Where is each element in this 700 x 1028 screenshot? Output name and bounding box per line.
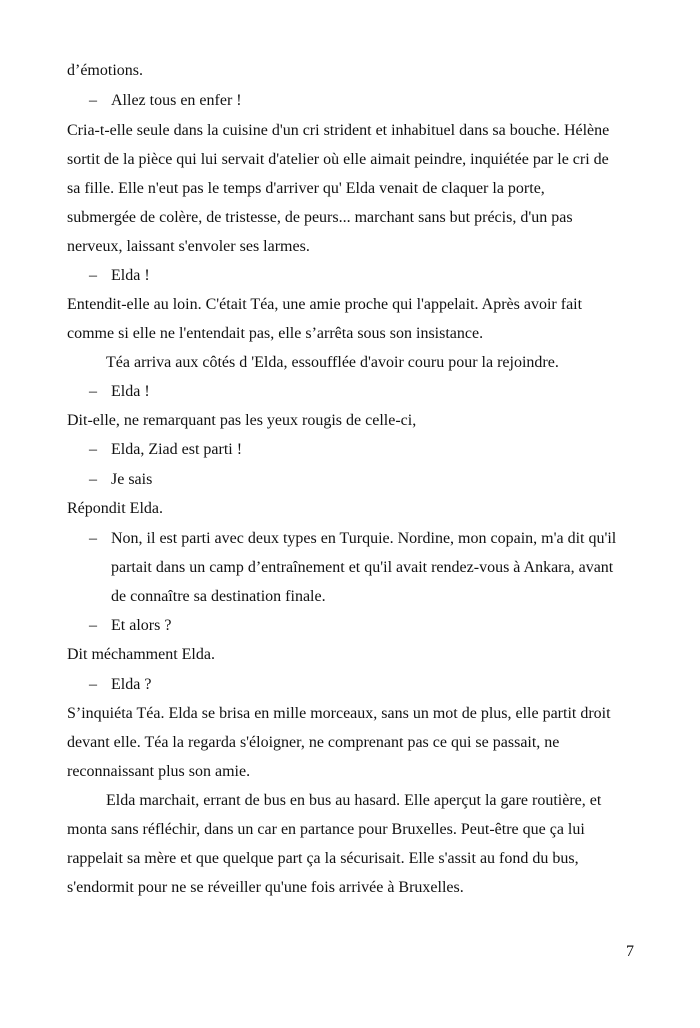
text-line: comme si elle ne l'entendait pas, elle s’arrêta sous son insistance. (67, 325, 484, 342)
dialogue-dash: – (89, 617, 97, 634)
dialogue-dash: – (89, 267, 97, 284)
dialogue-line-continued: partait dans un camp d’entraînement et qu'il avait rendez-vous à Ankara, avant (111, 559, 614, 576)
text-line: Dit méchamment Elda. (67, 646, 215, 663)
text-line: d’émotions. (67, 62, 143, 79)
dialogue-line: Et alors ? (111, 617, 172, 634)
dialogue-dash: – (89, 383, 97, 400)
dialogue-line: Allez tous en enfer ! (111, 92, 242, 109)
dialogue-dash: – (89, 530, 97, 547)
dialogue-dash: – (89, 471, 97, 488)
text-line: Dit-elle, ne remarquant pas les yeux rougis de celle-ci, (67, 412, 417, 429)
text-line: devant elle. Téa la regarda s'éloigner, ne comprenant pas ce qui se passait, ne (67, 734, 560, 751)
text-line: S’inquiéta Téa. Elda se brisa en mille morceaux, sans un mot de plus, elle partit droit (67, 705, 611, 722)
text-line-indented: Téa arriva aux côtés d 'Elda, essoufflée d'avoir couru pour la rejoindre. (106, 354, 559, 371)
text-line: sa fille. Elle n'eut pas le temps d'arriver qu' Elda venait de claquer la porte, (67, 180, 545, 197)
text-line: Répondit Elda. (67, 500, 163, 517)
dialogue-line: Elda ! (111, 383, 150, 400)
dialogue-line-continued: de connaître sa destination finale. (111, 588, 326, 605)
text-line: reconnaissant plus son amie. (67, 763, 251, 780)
text-line: sortit de la pièce qui lui servait d'atelier où elle aimait peindre, inquiétée par le cri de (67, 151, 609, 168)
text-line: submergée de colère, de tristesse, de peurs... marchant sans but précis, d'un pas (67, 209, 573, 226)
dialogue-dash: – (89, 441, 97, 458)
text-line: nerveux, laissant s'envoler ses larmes. (67, 238, 310, 255)
text-line-indented: Elda marchait, errant de bus en bus au hasard. Elle aperçut la gare routière, et (106, 792, 602, 809)
dialogue-line: Elda ? (111, 676, 152, 693)
text-line: monta sans réfléchir, dans un car en partance pour Bruxelles. Peut-être que ça lui (67, 821, 585, 838)
dialogue-line: Elda, Ziad est parti ! (111, 441, 243, 458)
dialogue-line: Elda ! (111, 267, 150, 284)
dialogue-line: Je sais (111, 471, 153, 488)
text-line: Cria-t-elle seule dans la cuisine d'un cri strident et inhabituel dans sa bouche. Hélène (67, 122, 610, 139)
dialogue-line: Non, il est parti avec deux types en Turquie. Nordine, mon copain, m'a dit qu'il (111, 530, 617, 547)
text-line: Entendit-elle au loin. C'était Téa, une amie proche qui l'appelait. Après avoir fait (67, 296, 583, 313)
text-line: s'endormit pour ne se réveiller qu'une fois arrivée à Bruxelles. (67, 879, 464, 896)
dialogue-dash: – (89, 92, 97, 109)
dialogue-dash: – (89, 676, 97, 693)
page-number: 7 (626, 943, 634, 960)
text-line: rappelait sa mère et que quelque part ça la sécurisait. Elle s'assit au fond du bus, (67, 850, 579, 867)
